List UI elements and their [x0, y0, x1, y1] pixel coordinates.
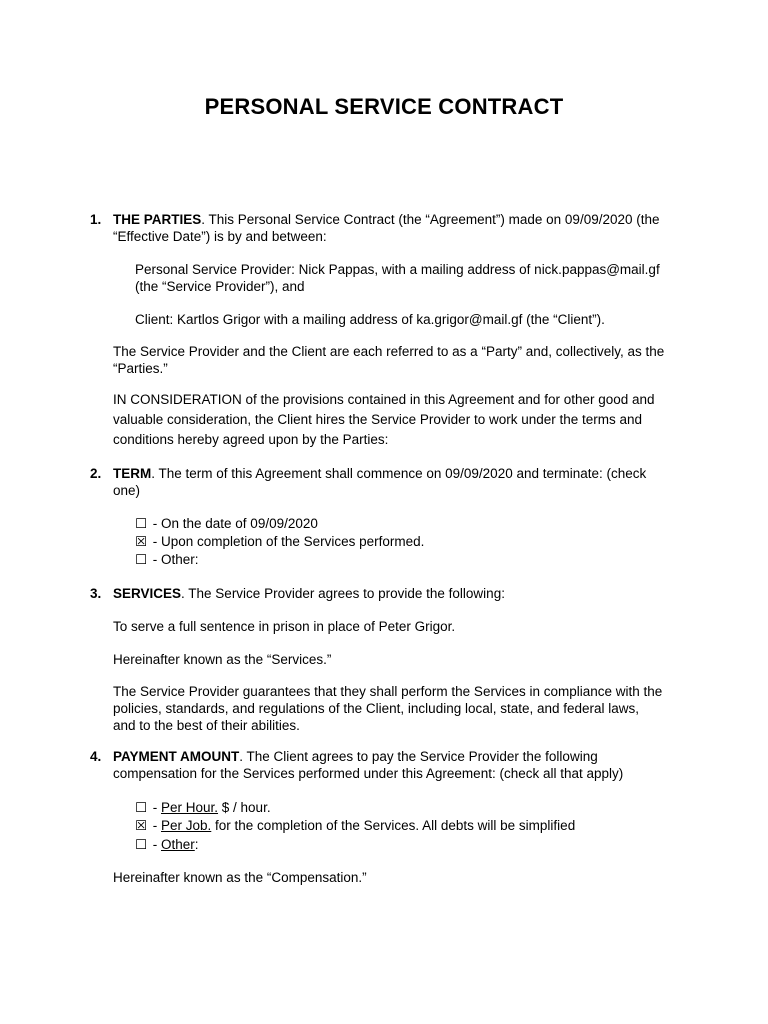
section-number: 2. [90, 466, 102, 481]
paragraph-line: . The Client agrees to pay the Service Provider the following [239, 749, 598, 764]
paragraph-line: valuable consideration, the Client hires the Service Provider to work under the terms and [113, 412, 643, 427]
term-option[interactable] [135, 552, 199, 569]
service-description: To serve a full sentence in prison in place of Peter Grigor. [113, 619, 456, 634]
provider-line: (the “Service Provider”), and [135, 279, 305, 294]
option-label: Other [161, 837, 195, 852]
option-label: Per Hour. [161, 800, 219, 815]
checkbox-checked-icon[interactable]: ☒ [135, 818, 148, 833]
section-number: 1. [90, 212, 102, 227]
checkbox-unchecked-icon[interactable]: ☐ [135, 552, 148, 567]
paragraph-line: one) [113, 483, 141, 498]
option-detail: : [194, 837, 199, 852]
section-heading-line [113, 212, 660, 229]
document-title: PERSONAL SERVICE CONTRACT [204, 94, 564, 119]
paragraph-line: “Parties.” [113, 361, 168, 376]
term-option[interactable] [135, 516, 318, 533]
checkbox-unchecked-icon[interactable]: ☐ [135, 800, 148, 815]
section-heading-line [113, 749, 598, 766]
section-heading-line [113, 466, 646, 483]
checkbox-unchecked-icon[interactable]: ☐ [135, 516, 148, 531]
paragraph-line: and to the best of their abilities. [113, 718, 300, 733]
section-heading: PAYMENT AMOUNT [113, 749, 240, 764]
paragraph-line: The Service Provider guarantees that they shall perform the Services in compliance with the [113, 684, 663, 699]
checkbox-checked-icon[interactable]: ☒ [135, 534, 148, 549]
option-separator: - [149, 837, 161, 852]
option-label: Per Job. [161, 818, 212, 833]
option-detail: for the completion of the Services. All debts will be simplified [211, 818, 576, 833]
provider-line: Personal Service Provider: Nick Pappas, with a mailing address of nick.pappas@mail.gf [135, 262, 660, 277]
section-heading: SERVICES [113, 586, 182, 601]
payment-option[interactable] [135, 837, 199, 854]
section-heading: TERM [113, 466, 152, 481]
checkbox-unchecked-icon[interactable]: ☐ [135, 837, 148, 852]
section-number: 4. [90, 749, 102, 764]
term-option[interactable] [135, 534, 424, 551]
option-label: - On the date of 09/09/2020 [149, 516, 318, 531]
paragraph-line: conditions hereby agreed upon by the Parties: [113, 432, 389, 447]
option-label: - Upon completion of the Services performed. [149, 534, 425, 549]
paragraph-line: Hereinafter known as the “Services.” [113, 652, 332, 667]
section-heading-line [113, 586, 505, 603]
section-heading: THE PARTIES [113, 212, 202, 227]
paragraph-line: . The term of this Agreement shall commence on 09/09/2020 and terminate: (check [151, 466, 647, 481]
section-number: 3. [90, 586, 102, 601]
payment-option[interactable] [135, 800, 271, 817]
paragraph-line: . This Personal Service Contract (the “Agreement”) made on 09/09/2020 (the [201, 212, 660, 227]
option-label: - Other: [149, 552, 199, 567]
paragraph-line: “Effective Date”) is by and between: [113, 229, 327, 244]
client-line: Client: Kartlos Grigor with a mailing address of ka.grigor@mail.gf (the “Client”). [135, 312, 605, 327]
payment-option[interactable] [135, 818, 575, 835]
option-separator: - [149, 818, 161, 833]
paragraph-line: compensation for the Services performed under this Agreement: (check all that apply) [113, 766, 624, 781]
paragraph-line: IN CONSIDERATION of the provisions contained in this Agreement and for other good and [113, 392, 655, 407]
option-detail: $ / hour. [218, 800, 271, 815]
paragraph-line: Hereinafter known as the “Compensation.” [113, 870, 367, 885]
option-separator: - [149, 800, 161, 815]
paragraph-line: policies, standards, and regulations of the Client, including local, state, and federal laws, [113, 701, 640, 716]
paragraph-line: . The Service Provider agrees to provide the following: [181, 586, 505, 601]
paragraph-line: The Service Provider and the Client are each referred to as a “Party” and, collectively, as the [113, 344, 665, 359]
